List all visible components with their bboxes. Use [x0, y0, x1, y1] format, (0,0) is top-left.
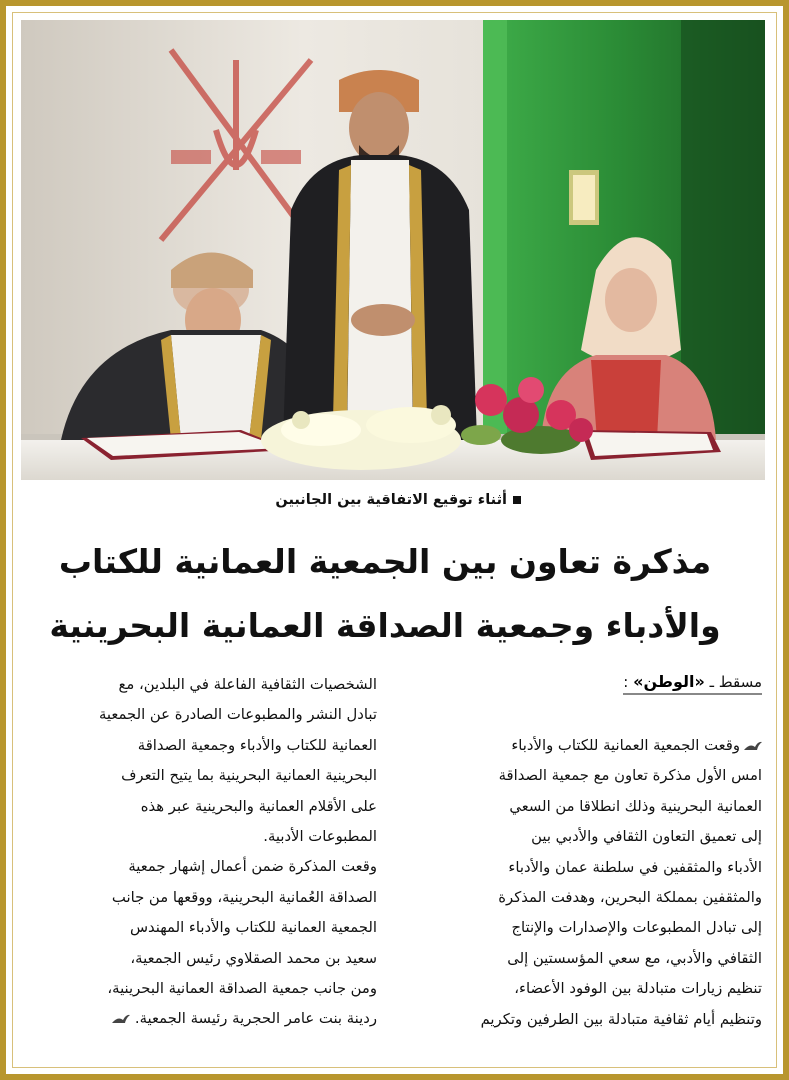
article-line: الأدباء والمثقفين في سلطنة عمان والأدباء [508, 858, 762, 876]
headline-line-2: والأدباء وجمعية الصداقة العمانية البحرينية [49, 606, 721, 645]
article-line: الشخصيات الثقافية الفاعلة في البلدين، مع [118, 676, 377, 693]
dateline-city: مسقط ـ [709, 673, 762, 691]
bird-icon [112, 1014, 130, 1024]
article-line: الجمعية العمانية للكتاب والأدباء المهندس [129, 919, 377, 937]
article-column-right [410, 731, 762, 1035]
article-column-left [25, 670, 377, 1035]
article-line: وقعت المذكرة ضمن أعمال إشهار جمعية [128, 858, 377, 876]
article-line: إلى تبادل المطبوعات والإصدارات والإنتاج [511, 919, 762, 937]
article-line: امس الأول مذكرة تعاون مع جمعية الصداقة [498, 767, 762, 785]
bird-icon [744, 741, 762, 751]
article-line: والمثقفين بمملكة البحرين، وهدفت المذكرة [498, 889, 762, 907]
article-line: المطبوعات الأدبية. [263, 828, 377, 846]
article-line: إلى تعميق التعاون الثقافي والأدبي بين [531, 828, 762, 846]
article-line: الثقافي والأدبي، مع سعي المؤسستين إلى [507, 949, 762, 967]
dateline [623, 672, 762, 695]
article-line: ردينة بنت عامر الحجرية رئيسة الجمعية. [25, 1004, 377, 1034]
article-line: على الأقلام العمانية والبحرينية عبر هذه [140, 797, 377, 815]
article-photo [21, 20, 765, 480]
article-line: الصداقة العُمانية البحرينية، ووقعها من جانب [111, 888, 377, 906]
article-line: وتنظيم أيام ثقافية متبادلة بين الطرفين وتكريم [480, 1010, 762, 1028]
article-line: تبادل النشر والمطبوعات الصادرة عن الجمعية [98, 706, 377, 724]
article-line: العمانية البحرينية وذلك انطلاقا من السعي [509, 797, 762, 815]
article-line: تنظيم زيارات متبادلة بين الوفود الأعضاء، [514, 980, 762, 998]
dateline-paper: «الوطن» [633, 672, 705, 691]
dateline-suffix: : [623, 673, 629, 691]
photo-caption [275, 492, 521, 508]
article-line: البحرينية العمانية البحرينية بما يتيح التعرف [121, 767, 377, 785]
article-line: ومن جانب جمعية الصداقة العمانية البحرينية، [107, 980, 377, 998]
photo-caption-text: أثناء توقيع الاتفاقية بين الجانبين [275, 492, 507, 508]
article-line: العمانية للكتاب والأدباء وجمعية الصداقة [137, 736, 377, 754]
headline-line-1: مذكرة تعاون بين الجمعية العمانية للكتاب [58, 542, 712, 581]
article-line: سعيد بن محمد الصقلاوي رئيس الجمعية، [130, 949, 377, 967]
article-line: وقعت الجمعية العمانية للكتاب والأدباء [410, 731, 762, 761]
square-bullet-icon [513, 496, 521, 504]
